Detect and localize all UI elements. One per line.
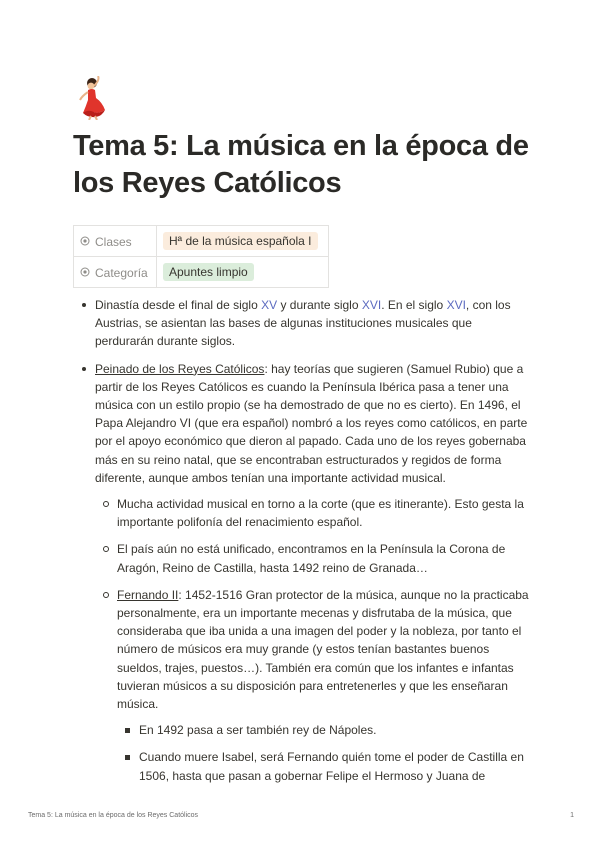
bullet-square-icon [125, 728, 130, 733]
sub-list [95, 495, 533, 785]
list-item [117, 721, 533, 739]
list-item [73, 296, 533, 351]
text-span: Cuando muere Isabel, será Fernando quién tome el poder de Castilla en 1506, hasta que pasan a gobernar Felipe el Hermoso y Juana de [139, 750, 524, 783]
text-span: : hay teorías que sugieren (Samuel Rubio) que a partir de los Reyes Católicos es cuando la Península Ibérica pasa a tener una música con un estilo propio (se ha demostrado de que no es cierto). En 1496, el Papa Alejandro VI (que era español) nombró a los reyes como católicos, en parte por el apoyo económico que dieron al papado. Cada uno de los reyes gobernaba más en su reino natal, que se encontraban estructurados y regidos de forma diferente, aunque ambos tenían una importante actividad musical. [95, 361, 528, 485]
bullet-circle-icon [103, 592, 109, 598]
flamenco-dancer-icon [74, 76, 114, 120]
link-fernando-ii[interactable]: Fernando II [117, 587, 179, 602]
page-title: Tema 5: La música en la época de los Reyes Católicos [73, 130, 529, 199]
property-row-clases [74, 226, 329, 257]
bullet-circle-icon [103, 501, 109, 507]
link-peinado[interactable]: Peinado de los Reyes Católicos [95, 361, 265, 376]
text-span: El país aún no está unificado, encontramos en la Península la Corona de Aragón, Reino de Castilla, hasta 1492 reino de Granada… [117, 542, 506, 575]
text-span: Mucha actividad musical en torno a la corte (que es itinerante). Esto gesta la importante polifonía del renacimiento español. [117, 497, 524, 530]
text-span: : 1452-1516 Gran protector de la música, aunque no la practicaba personalmente, era un importante mecenas y disfrutaba de la música, que consideraba que iba unida a una imagen del poder y la nobleza, por tanto el número de músicos era muy grande (y estos tenían bastantes buenos sueldos, trajes, puestos…). También era común que los infantes e infantas tuvieran músicos a su disposición para entretenerles y que les enseñaran música. [117, 587, 529, 712]
text-span: En 1492 pasa a ser también rey de Nápoles. [139, 723, 377, 738]
text-span: y durante siglo [277, 298, 362, 312]
bullet-square-icon [125, 755, 130, 760]
bullet-dot-icon [82, 367, 86, 371]
property-eye-icon [80, 236, 90, 246]
list-item [95, 495, 533, 531]
list-item [95, 540, 533, 576]
bullet-dot-icon [82, 303, 86, 307]
inline-code: XV [261, 298, 278, 312]
footer-title: Tema 5: La música en la época de los Reyes Católicos [28, 812, 199, 819]
property-key [74, 226, 157, 257]
list-item [73, 360, 533, 785]
bullet-circle-icon [103, 546, 109, 552]
property-row-categoria [74, 257, 329, 288]
page-number: 1 [570, 812, 574, 819]
inline-code: XVI [361, 298, 382, 312]
text-span: Dinastía desde el final de siglo [95, 298, 262, 312]
property-key-label: Categoría [95, 265, 148, 280]
page-footer [28, 812, 574, 819]
property-key-label: Clases [95, 234, 132, 249]
bullet-list [73, 296, 533, 785]
inline-code: XVI [446, 298, 466, 312]
list-item [95, 586, 533, 785]
tag-clases[interactable]: Hª de la música española I [163, 232, 318, 250]
property-eye-icon [80, 267, 90, 277]
list-item [117, 748, 533, 784]
property-value[interactable] [157, 257, 329, 288]
sub-sub-list [117, 721, 533, 785]
properties-table [73, 225, 329, 288]
document-body [73, 296, 533, 794]
property-value[interactable] [157, 226, 329, 257]
text-span: . En el siglo [381, 298, 447, 312]
property-key [74, 257, 157, 288]
tag-categoria[interactable]: Apuntes limpio [163, 263, 254, 281]
text-span: , con los Austrias, se asientan las bases de algunas instituciones musicales que perdurarán durante siglos. [95, 298, 511, 349]
